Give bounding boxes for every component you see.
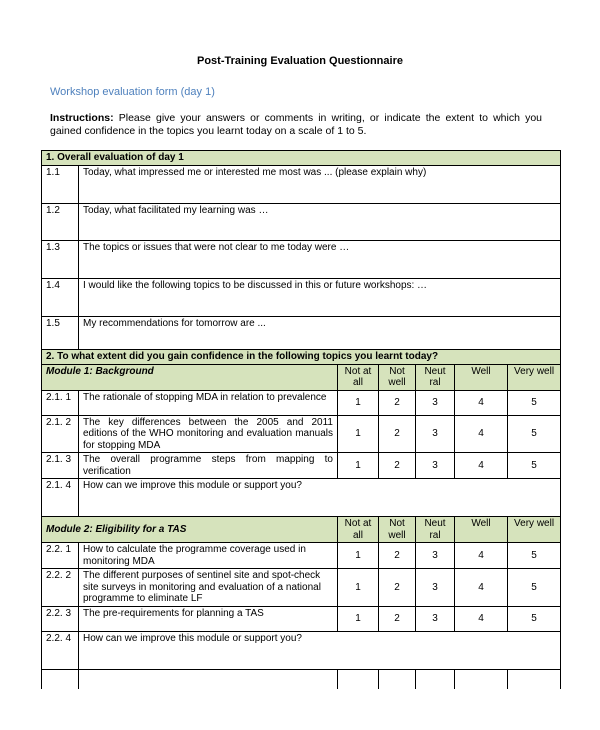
scale-header-very-well: Very well [508, 364, 561, 390]
row-number: 2.2. 2 [42, 569, 79, 607]
scale-header-well: Well [455, 364, 508, 390]
row-number: 2.2. 1 [42, 543, 79, 569]
table-row [42, 390, 561, 415]
row-number: 2.1. 4 [42, 479, 79, 517]
scale-header-not-at-all: Not at all [338, 364, 379, 390]
rating-option[interactable]: 5 [508, 415, 561, 453]
blank-cell [379, 669, 416, 689]
scale-header-very-well: Very well [508, 517, 561, 543]
row-number: 2.1. 1 [42, 390, 79, 415]
row-number: 2.1. 2 [42, 415, 79, 453]
scale-header-neutral: Neut ral [416, 517, 455, 543]
rating-option[interactable]: 4 [455, 453, 508, 479]
topic-text: The different purposes of sentinel site and spot-check site surveys in monitoring and evaluation of a national programme to eliminate LF [79, 569, 338, 607]
rating-option[interactable]: 3 [416, 415, 455, 453]
rating-option[interactable]: 4 [455, 606, 508, 631]
rating-option[interactable]: 3 [416, 543, 455, 569]
rating-option[interactable]: 4 [455, 415, 508, 453]
blank-cell [455, 669, 508, 689]
row-number: 1.2 [42, 203, 79, 240]
section2-table [41, 349, 561, 689]
table-row [42, 415, 561, 453]
rating-option[interactable]: 4 [455, 569, 508, 607]
row-number: 1.3 [42, 240, 79, 278]
rating-option[interactable]: 2 [379, 415, 416, 453]
rating-option[interactable]: 5 [508, 606, 561, 631]
blank-cell [338, 669, 379, 689]
table-row [42, 240, 561, 278]
feedback-text[interactable]: How can we improve this module or support you? [79, 631, 561, 669]
table-row [42, 165, 561, 203]
feedback-text[interactable]: How can we improve this module or support you? [79, 479, 561, 517]
rating-option[interactable]: 5 [508, 453, 561, 479]
table-row [42, 606, 561, 631]
table-row [42, 316, 561, 352]
blank-cell [416, 669, 455, 689]
instructions-paragraph [50, 112, 542, 138]
rating-option[interactable]: 2 [379, 569, 416, 607]
instructions-text: Please give your answers or comments in writing, or indicate the extent to which you gained confidence in the topics you learnt today on a scale of 1 to 5. [50, 112, 542, 137]
table-row [42, 543, 561, 569]
scale-header-not-at-all: Not at all [338, 517, 379, 543]
rating-option[interactable]: 2 [379, 606, 416, 631]
rating-option[interactable]: 2 [379, 390, 416, 415]
blank-cell [42, 669, 79, 689]
row-number: 1.1 [42, 165, 79, 203]
question-text[interactable]: Today, what impressed me or interested me most was ... (please explain why) [79, 165, 561, 203]
table-row [42, 669, 561, 689]
rating-option[interactable]: 2 [379, 543, 416, 569]
scale-header-neutral: Neut ral [416, 364, 455, 390]
rating-option[interactable]: 1 [338, 569, 379, 607]
page-title: Post-Training Evaluation Questionnaire [197, 55, 403, 67]
rating-option[interactable]: 5 [508, 390, 561, 415]
rating-option[interactable]: 1 [338, 606, 379, 631]
scale-header-not-well: Not well [379, 517, 416, 543]
rating-option[interactable]: 3 [416, 606, 455, 631]
row-number: 2.2. 4 [42, 631, 79, 669]
question-text[interactable]: I would like the following topics to be discussed in this or future workshops: … [79, 278, 561, 316]
blank-cell [79, 669, 338, 689]
table-row [42, 203, 561, 240]
topic-text: The rationale of stopping MDA in relation to prevalence [79, 390, 338, 415]
rating-option[interactable]: 3 [416, 453, 455, 479]
rating-option[interactable]: 1 [338, 543, 379, 569]
row-number: 1.4 [42, 278, 79, 316]
table-row [42, 631, 561, 669]
row-number: 2.1. 3 [42, 453, 79, 479]
rating-option[interactable]: 1 [338, 415, 379, 453]
topic-text: How to calculate the programme coverage used in monitoring MDA [79, 543, 338, 569]
question-text[interactable]: My recommendations for tomorrow are ... [79, 316, 561, 352]
table-row [42, 479, 561, 517]
topic-text: The overall programme steps from mapping to verification [79, 453, 338, 479]
rating-option[interactable]: 4 [455, 390, 508, 415]
rating-option[interactable]: 5 [508, 543, 561, 569]
topic-text: The key differences between the 2005 and 2011 editions of the WHO monitoring and evaluation manuals for stopping MDA [79, 415, 338, 453]
table-row [42, 569, 561, 607]
rating-option[interactable]: 3 [416, 390, 455, 415]
question-text[interactable]: Today, what facilitated my learning was … [79, 203, 561, 240]
scale-header-well: Well [455, 517, 508, 543]
section1-table [41, 150, 561, 353]
rating-option[interactable]: 1 [338, 453, 379, 479]
question-text[interactable]: The topics or issues that were not clear to me today were … [79, 240, 561, 278]
section1-heading: 1. Overall evaluation of day 1 [42, 151, 561, 166]
form-subtitle: Workshop evaluation form (day 1) [50, 86, 215, 98]
blank-cell [508, 669, 561, 689]
instructions-label: Instructions: [50, 112, 114, 124]
table-row [42, 453, 561, 479]
row-number: 1.5 [42, 316, 79, 352]
table-row [42, 278, 561, 316]
rating-option[interactable]: 3 [416, 569, 455, 607]
row-number: 2.2. 3 [42, 606, 79, 631]
rating-option[interactable]: 1 [338, 390, 379, 415]
topic-text: The pre-requirements for planning a TAS [79, 606, 338, 631]
module2-title: Module 2: Eligibility for a TAS [42, 517, 338, 543]
scale-header-not-well: Not well [379, 364, 416, 390]
rating-option[interactable]: 4 [455, 543, 508, 569]
rating-option[interactable]: 5 [508, 569, 561, 607]
rating-option[interactable]: 2 [379, 453, 416, 479]
module1-title: Module 1: Background [42, 364, 338, 390]
section2-heading: 2. To what extent did you gain confidence in the following topics you learnt today? [42, 350, 561, 365]
